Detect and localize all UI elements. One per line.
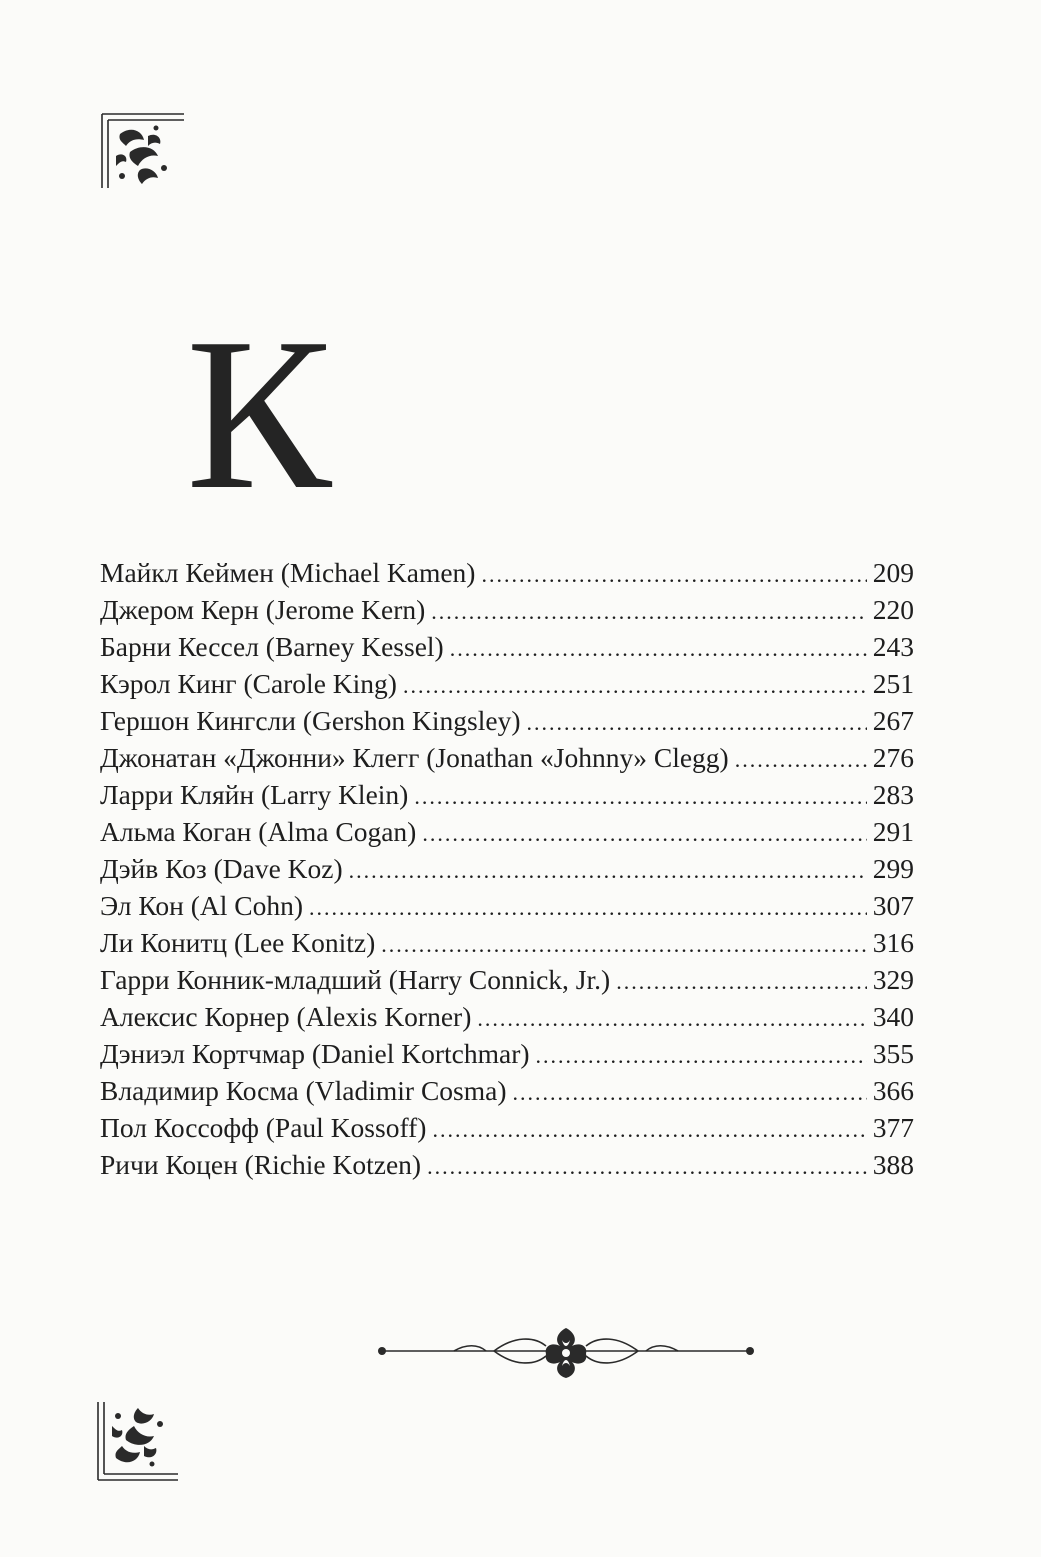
dot-leader (309, 889, 867, 926)
toc-entry-page: 243 (872, 631, 914, 662)
dot-leader (431, 593, 866, 630)
table-of-contents (100, 554, 914, 1183)
toc-entry[interactable] (100, 813, 914, 850)
toc-entry-name: Эл Кон (Al Cohn) (100, 890, 303, 921)
toc-entry[interactable] (100, 591, 914, 628)
toc-entry[interactable] (100, 887, 914, 924)
toc-entry-name: Гершон Кингсли (Gershon Kingsley) (100, 705, 521, 736)
toc-entry-page: 209 (872, 557, 914, 588)
toc-entry-name: Дэниэл Кортчмар (Daniel Kortchmar) (100, 1038, 530, 1069)
toc-entry-page: 220 (872, 594, 914, 625)
toc-entry-page: 377 (872, 1112, 914, 1143)
toc-entry[interactable] (100, 1072, 914, 1109)
section-letter: К (186, 294, 332, 535)
toc-entry-name: Ричи Коцен (Richie Kotzen) (100, 1149, 422, 1180)
dot-leader (536, 1037, 867, 1074)
dot-leader (481, 556, 866, 593)
dot-leader (735, 741, 867, 778)
toc-entry-page: 355 (872, 1038, 914, 1069)
dot-leader (349, 852, 867, 889)
dot-leader (427, 1148, 867, 1185)
divider-ornament (374, 1322, 758, 1380)
toc-entry-page: 251 (872, 668, 914, 699)
toc-entry[interactable] (100, 739, 914, 776)
dot-leader (616, 963, 867, 1000)
dot-leader (403, 667, 867, 704)
corner-ornament-bottom (96, 1396, 182, 1482)
toc-entry-name: Ларри Кляйн (Larry Klein) (100, 779, 409, 810)
dot-leader (432, 1111, 866, 1148)
toc-entry-page: 388 (872, 1149, 914, 1180)
toc-entry[interactable] (100, 776, 914, 813)
toc-entry-name: Майкл Кеймен (Michael Kamen) (100, 557, 476, 588)
dot-leader (381, 926, 866, 963)
toc-entry-name: Гарри Конник-младший (Harry Connick, Jr.) (100, 964, 611, 995)
toc-entry-name: Дэйв Коз (Dave Koz) (100, 853, 343, 884)
toc-entry-name: Владимир Косма (Vladimir Cosma) (100, 1075, 507, 1106)
toc-entry-page: 267 (872, 705, 914, 736)
toc-entry[interactable] (100, 998, 914, 1035)
toc-entry-page: 340 (872, 1001, 914, 1032)
dot-leader (513, 1074, 867, 1111)
toc-entry[interactable] (100, 702, 914, 739)
dot-leader (422, 815, 866, 852)
dot-leader (477, 1000, 866, 1037)
toc-entry[interactable] (100, 665, 914, 702)
toc-entry-name: Барни Кессел (Barney Kessel) (100, 631, 444, 662)
toc-entry-page: 307 (872, 890, 914, 921)
dot-leader (414, 778, 866, 815)
toc-entry[interactable] (100, 924, 914, 961)
toc-entry-page: 316 (872, 927, 914, 958)
toc-entry[interactable] (100, 554, 914, 591)
toc-entry-page: 299 (872, 853, 914, 884)
corner-ornament-top (100, 112, 186, 198)
toc-entry-name: Джонатан «Джонни» Клегг (Jonathan «Johnny» Clegg) (100, 742, 729, 773)
toc-entry[interactable] (100, 1109, 914, 1146)
dot-leader (527, 704, 867, 741)
toc-entry-page: 283 (872, 779, 914, 810)
toc-entry[interactable] (100, 961, 914, 998)
toc-entry-name: Кэрол Кинг (Carole King) (100, 668, 397, 699)
toc-entry-name: Алексис Корнер (Alexis Korner) (100, 1001, 472, 1032)
toc-entry[interactable] (100, 1035, 914, 1072)
toc-entry[interactable] (100, 850, 914, 887)
toc-entry-name: Пол Коссофф (Paul Kossoff) (100, 1112, 427, 1143)
toc-entry-name: Альма Коган (Alma Cogan) (100, 816, 417, 847)
toc-entry-page: 329 (872, 964, 914, 995)
dot-leader (450, 630, 867, 667)
toc-entry[interactable] (100, 628, 914, 665)
toc-entry-name: Джером Керн (Jerome Kern) (100, 594, 426, 625)
toc-entry-name: Ли Конитц (Lee Konitz) (100, 927, 376, 958)
toc-entry-page: 276 (872, 742, 914, 773)
toc-entry-page: 366 (872, 1075, 914, 1106)
toc-entry[interactable] (100, 1146, 914, 1183)
toc-entry-page: 291 (872, 816, 914, 847)
